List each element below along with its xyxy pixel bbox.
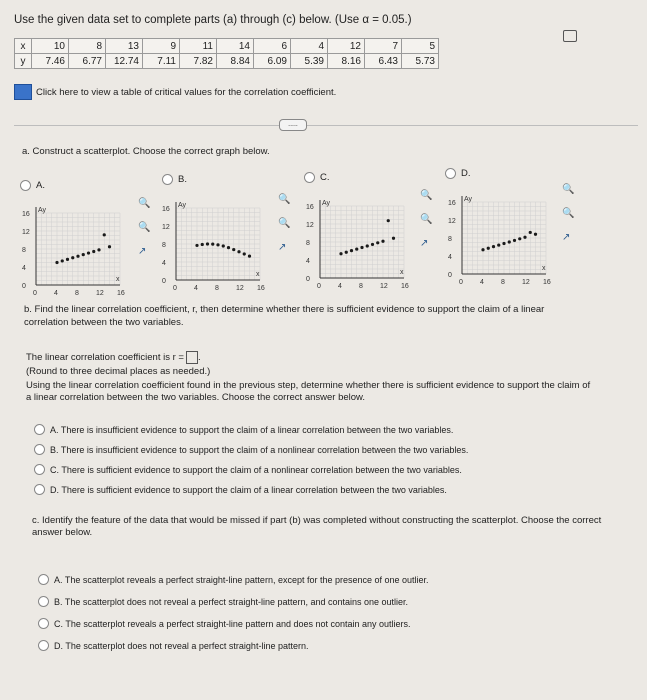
section-divider	[14, 125, 638, 126]
data-point	[55, 261, 58, 264]
expand-icon[interactable]: ↗	[138, 246, 147, 257]
radio-button[interactable]	[20, 180, 31, 191]
x-tick-label: 4	[194, 285, 198, 292]
x-tick-label: 0	[317, 283, 321, 290]
radio-button[interactable]	[304, 172, 315, 183]
choice-text: A. The scatterplot reveals a perfect straight-line pattern, except for the presence of one outlier.	[54, 574, 429, 585]
option-a-radio[interactable]	[20, 180, 45, 191]
data-point	[97, 248, 100, 251]
choice-text: C. There is sufficient evidence to support the claim of a nonlinear correlation between the two variables.	[50, 464, 462, 475]
data-point	[508, 240, 511, 243]
part-b-choice-a[interactable]	[34, 424, 453, 435]
critical-values-link[interactable]	[14, 84, 336, 100]
part-a-question: a. Construct a scatterplot. Choose the correct graph below.	[22, 146, 270, 157]
radio-button[interactable]	[38, 640, 49, 651]
x-cell: 4	[291, 39, 328, 54]
data-point	[366, 244, 369, 247]
x-tick-label: 8	[501, 279, 505, 286]
y-cell: 8.84	[217, 54, 254, 69]
zoom-out-icon[interactable]: 🔍	[278, 218, 291, 229]
data-point	[392, 237, 395, 240]
x-tick-label: 8	[215, 285, 219, 292]
data-point	[492, 245, 495, 248]
x-tick-label: 4	[338, 283, 342, 290]
y-axis-label: Ay	[178, 202, 187, 209]
data-point	[350, 249, 353, 252]
data-point	[76, 255, 79, 258]
x-cell: 12	[328, 39, 365, 54]
y-tick-label: 12	[22, 229, 30, 236]
option-b-label: B.	[178, 174, 187, 185]
data-point	[339, 252, 342, 255]
copy-data-icon[interactable]	[563, 30, 577, 42]
x-tick-label: 16	[401, 283, 409, 290]
option-d-label: D.	[461, 168, 471, 179]
coefficient-prefix: The linear correlation coefficient is r =	[26, 352, 184, 364]
y-axis-label: Ay	[464, 196, 473, 203]
option-d-radio[interactable]	[445, 168, 471, 179]
part-c-choice-b[interactable]	[38, 596, 408, 607]
y-header: y	[15, 54, 32, 69]
data-point	[502, 242, 505, 245]
x-tick-label: 0	[459, 279, 463, 286]
zoom-in-icon[interactable]: 🔍	[420, 190, 433, 201]
data-point	[66, 258, 69, 261]
critical-values-link-text[interactable]: Click here to view a table of critical values for the correlation coefficient.	[36, 86, 337, 98]
data-point	[529, 231, 532, 234]
y-tick-label: 0	[162, 278, 166, 285]
data-point	[487, 247, 490, 250]
x-cell: 14	[217, 39, 254, 54]
x-row	[15, 39, 439, 54]
data-point	[103, 233, 106, 236]
x-cell: 6	[254, 39, 291, 54]
data-point	[376, 241, 379, 244]
data-point	[371, 243, 374, 246]
y-cell: 7.82	[180, 54, 217, 69]
y-tick-label: 0	[306, 276, 310, 283]
expand-icon[interactable]: ↗	[278, 242, 287, 253]
part-c-choice-d[interactable]	[38, 640, 308, 651]
data-table	[14, 38, 439, 69]
choice-text: B. The scatterplot does not reveal a perfect straight-line pattern, and contains one outlier.	[54, 596, 409, 607]
data-point	[216, 243, 219, 246]
data-point	[513, 239, 516, 242]
data-point	[481, 248, 484, 251]
y-tick-label: 16	[162, 206, 170, 213]
zoom-out-icon[interactable]: 🔍	[138, 222, 151, 233]
data-point	[108, 245, 111, 248]
option-c-radio[interactable]	[304, 172, 330, 183]
data-point	[71, 256, 74, 259]
data-point	[355, 247, 358, 250]
x-tick-label: 12	[522, 279, 530, 286]
scatterplot-graph-a	[22, 195, 132, 300]
document-icon	[14, 84, 32, 100]
expand-more-button[interactable]: .....	[279, 119, 307, 131]
x-tick-label: 8	[359, 283, 363, 290]
x-header: x	[15, 39, 32, 54]
data-point	[518, 237, 521, 240]
zoom-out-icon[interactable]: 🔍	[420, 214, 433, 225]
part-b-choice-c[interactable]	[34, 464, 462, 475]
radio-button[interactable]	[38, 618, 49, 629]
y-row	[15, 54, 439, 69]
y-tick-label: 8	[306, 240, 310, 247]
x-cell: 9	[143, 39, 180, 54]
x-tick-label: 0	[33, 290, 37, 297]
y-tick-label: 12	[162, 224, 170, 231]
round-note: (Round to three decimal places as needed.)	[26, 366, 211, 377]
x-cell: 13	[106, 39, 143, 54]
part-b-instructions: Using the linear correlation coefficient found in the previous step, determine whether there is sufficient evidence to support the claim of a linear correlation between the two variables. Choose the correct answer below.	[26, 380, 591, 403]
data-point	[248, 255, 251, 258]
part-c-choice-a[interactable]	[38, 574, 429, 585]
radio-button[interactable]	[38, 574, 49, 585]
data-point	[222, 244, 225, 247]
y-cell: 5.73	[402, 54, 439, 69]
y-cell: 6.77	[69, 54, 106, 69]
x-axis-label: x	[256, 271, 260, 278]
x-tick-label: 16	[257, 285, 265, 292]
x-tick-label: 8	[75, 290, 79, 297]
y-tick-label: 12	[448, 218, 456, 225]
y-tick-label: 8	[162, 242, 166, 249]
x-tick-label: 4	[54, 290, 58, 297]
y-cell: 7.11	[143, 54, 180, 69]
x-cell: 11	[180, 39, 217, 54]
x-tick-label: 4	[480, 279, 484, 286]
data-point	[360, 246, 363, 249]
x-tick-label: 16	[117, 290, 125, 297]
x-cell: 5	[402, 39, 439, 54]
zoom-in-icon[interactable]: 🔍	[562, 184, 575, 195]
y-tick-label: 4	[162, 260, 166, 267]
radio-button[interactable]	[162, 174, 173, 185]
data-point	[232, 248, 235, 251]
coefficient-line: The linear correlation coefficient is r = .	[26, 352, 201, 364]
radio-button[interactable]	[34, 484, 45, 495]
data-point	[387, 219, 390, 222]
radio-button[interactable]	[34, 464, 45, 475]
x-tick-label: 12	[380, 283, 388, 290]
data-point	[345, 251, 348, 254]
x-axis-label: x	[116, 276, 120, 283]
part-c-question: c. Identify the feature of the data that would be missed if part (b) was completed without constructing the scatterplot. Choose the correct answer below.	[32, 515, 602, 538]
y-tick-label: 8	[22, 247, 26, 254]
radio-button[interactable]	[34, 444, 45, 455]
choice-text: D. The scatterplot does not reveal a perfect straight-line pattern.	[54, 640, 309, 651]
y-cell: 12.74	[106, 54, 143, 69]
x-cell: 10	[32, 39, 69, 54]
data-point	[61, 259, 64, 262]
choice-text: C. The scatterplot reveals a perfect straight-line pattern and does not contain any outliers.	[54, 618, 411, 629]
data-point	[381, 240, 384, 243]
zoom-in-icon[interactable]: 🔍	[278, 194, 291, 205]
y-tick-label: 16	[448, 200, 456, 207]
data-point	[211, 243, 214, 246]
y-tick-label: 0	[448, 272, 452, 279]
option-a-label: A.	[36, 180, 45, 191]
expand-icon[interactable]: ↗	[420, 238, 429, 249]
y-tick-label: 8	[448, 236, 452, 243]
x-tick-label: 0	[173, 285, 177, 292]
y-cell: 5.39	[291, 54, 328, 69]
y-tick-label: 16	[22, 211, 30, 218]
x-tick-label: 16	[543, 279, 551, 286]
x-tick-label: 12	[236, 285, 244, 292]
data-point	[206, 242, 209, 245]
data-point	[92, 250, 95, 253]
y-cell: 8.16	[328, 54, 365, 69]
data-point	[497, 243, 500, 246]
expand-icon[interactable]: ↗	[562, 232, 571, 243]
x-axis-label: x	[400, 269, 404, 276]
radio-button[interactable]	[34, 424, 45, 435]
scatterplot-graph-d	[448, 184, 558, 289]
x-tick-label: 12	[96, 290, 104, 297]
part-b-question: b. Find the linear correlation coefficient, r, then determine whether there is sufficient evidence to support the claim of a linear correlation between the two variables.	[24, 304, 545, 328]
radio-button[interactable]	[38, 596, 49, 607]
data-point	[523, 236, 526, 239]
y-tick-label: 0	[22, 283, 26, 290]
y-tick-label: 16	[306, 204, 314, 211]
y-tick-label: 4	[22, 265, 26, 272]
radio-button[interactable]	[445, 168, 456, 179]
data-point	[87, 251, 90, 254]
scatterplot-graph-c	[306, 188, 416, 293]
data-point	[243, 252, 246, 255]
data-point	[195, 244, 198, 247]
choice-text: B. There is insufficient evidence to support the claim of a nonlinear correlation between the two variables.	[50, 444, 469, 455]
x-cell: 7	[365, 39, 402, 54]
y-tick-label: 12	[306, 222, 314, 229]
data-point	[201, 243, 204, 246]
y-tick-label: 4	[306, 258, 310, 265]
y-axis-label: Ay	[38, 207, 47, 214]
part-b-choice-b[interactable]	[34, 444, 468, 455]
data-point	[227, 246, 230, 249]
y-axis-label: Ay	[322, 200, 331, 207]
data-point	[237, 250, 240, 253]
scatterplot-graph-b	[162, 190, 272, 295]
x-axis-label: x	[542, 265, 546, 272]
data-point	[82, 253, 85, 256]
y-tick-label: 4	[448, 254, 452, 261]
part-b-choice-d[interactable]	[34, 484, 447, 495]
option-c-label: C.	[320, 172, 330, 183]
x-cell: 8	[69, 39, 106, 54]
y-cell: 6.43	[365, 54, 402, 69]
y-cell: 6.09	[254, 54, 291, 69]
data-point	[534, 233, 537, 236]
part-c-choice-c[interactable]	[38, 618, 411, 629]
zoom-out-icon[interactable]: 🔍	[562, 208, 575, 219]
coefficient-answer-input[interactable]	[186, 351, 198, 364]
choice-text: A. There is insufficient evidence to support the claim of a linear correlation between the two variables.	[50, 424, 454, 435]
y-cell: 7.46	[32, 54, 69, 69]
problem-prompt: Use the given data set to complete parts (a) through (c) below. (Use α = 0.05.)	[14, 14, 412, 26]
option-b-radio[interactable]	[162, 174, 187, 185]
choice-text: D. There is sufficient evidence to support the claim of a linear correlation between the two variables.	[50, 484, 447, 495]
zoom-in-icon[interactable]: 🔍	[138, 198, 151, 209]
